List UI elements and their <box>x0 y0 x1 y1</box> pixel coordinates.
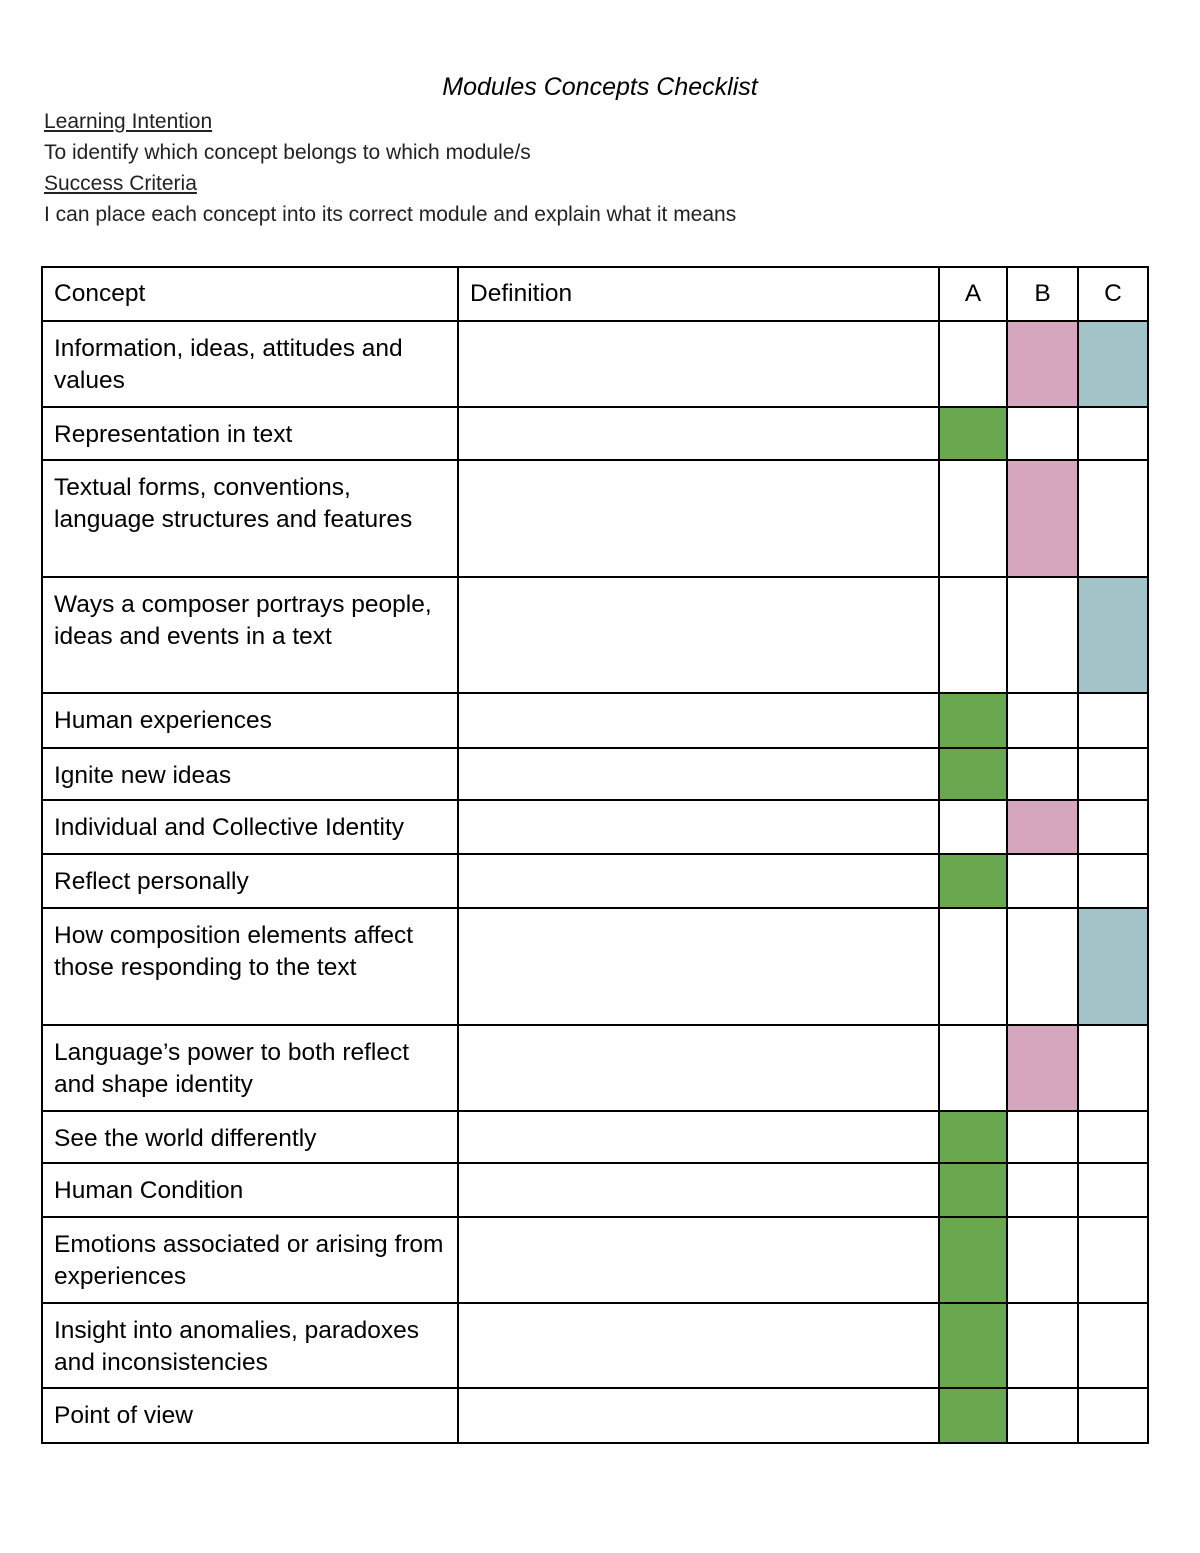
definition-cell[interactable] <box>458 908 939 1025</box>
module-b-cell <box>1007 1303 1078 1388</box>
module-a-cell <box>939 1303 1007 1388</box>
learning-intention-text: To identify which concept belongs to which module/s <box>44 141 531 164</box>
table-header-row <box>42 267 1148 321</box>
module-b-cell <box>1007 854 1078 908</box>
concept-cell: How composition elements affect those responding to the text <box>42 908 458 1025</box>
success-criteria-heading: Success Criteria <box>44 172 197 195</box>
definition-cell[interactable] <box>458 321 939 407</box>
concept-cell: Insight into anomalies, paradoxes and inconsistencies <box>42 1303 458 1388</box>
table-row <box>42 1388 1148 1443</box>
module-a-cell <box>939 321 1007 407</box>
module-b-cell <box>1007 407 1078 460</box>
module-a-cell <box>939 1025 1007 1111</box>
definition-cell[interactable] <box>458 1111 939 1163</box>
header-concept: Concept <box>42 267 458 321</box>
module-a-cell <box>939 1163 1007 1217</box>
module-c-cell <box>1078 1111 1148 1163</box>
definition-cell[interactable] <box>458 800 939 854</box>
definition-cell[interactable] <box>458 1025 939 1111</box>
table-row <box>42 908 1148 1025</box>
concept-cell: Emotions associated or arising from experiences <box>42 1217 458 1303</box>
module-b-cell <box>1007 577 1078 693</box>
module-a-cell <box>939 1388 1007 1443</box>
header-definition: Definition <box>458 267 939 321</box>
module-c-cell <box>1078 800 1148 854</box>
definition-cell[interactable] <box>458 748 939 800</box>
concepts-table <box>41 266 1149 1444</box>
definition-cell[interactable] <box>458 693 939 748</box>
definition-cell[interactable] <box>458 854 939 908</box>
module-a-cell <box>939 1217 1007 1303</box>
module-b-cell <box>1007 748 1078 800</box>
module-b-cell <box>1007 1025 1078 1111</box>
module-a-cell <box>939 1111 1007 1163</box>
header-module-c: C <box>1078 267 1148 321</box>
module-b-cell <box>1007 1388 1078 1443</box>
concept-cell: Information, ideas, attitudes and values <box>42 321 458 407</box>
definition-cell[interactable] <box>458 407 939 460</box>
table-row <box>42 1111 1148 1163</box>
module-c-cell <box>1078 460 1148 577</box>
module-b-cell <box>1007 1163 1078 1217</box>
table-row <box>42 800 1148 854</box>
module-c-cell <box>1078 1388 1148 1443</box>
learning-intention-heading: Learning Intention <box>44 110 213 133</box>
table-row <box>42 407 1148 460</box>
header-module-b: B <box>1007 267 1078 321</box>
success-criteria-text: I can place each concept into its correct module and explain what it means <box>44 203 737 226</box>
concept-cell: Human Condition <box>42 1163 458 1217</box>
concept-cell: See the world differently <box>42 1111 458 1163</box>
module-b-cell <box>1007 800 1078 854</box>
table-row <box>42 854 1148 908</box>
module-c-cell <box>1078 693 1148 748</box>
page-title: Modules Concepts Checklist <box>442 73 758 101</box>
module-a-cell <box>939 748 1007 800</box>
definition-cell[interactable] <box>458 577 939 693</box>
module-c-cell <box>1078 748 1148 800</box>
module-a-cell <box>939 908 1007 1025</box>
table-row <box>42 1303 1148 1388</box>
table-row <box>42 748 1148 800</box>
module-b-cell <box>1007 460 1078 577</box>
module-c-cell <box>1078 1025 1148 1111</box>
concept-cell: Point of view <box>42 1388 458 1443</box>
concept-cell: Representation in text <box>42 407 458 460</box>
definition-cell[interactable] <box>458 1388 939 1443</box>
module-c-cell <box>1078 321 1148 407</box>
table-row <box>42 693 1148 748</box>
concept-cell: Individual and Collective Identity <box>42 800 458 854</box>
concept-cell: Ways a composer portrays people, ideas and events in a text <box>42 577 458 693</box>
module-c-cell <box>1078 577 1148 693</box>
module-a-cell <box>939 460 1007 577</box>
module-a-cell <box>939 693 1007 748</box>
module-b-cell <box>1007 1111 1078 1163</box>
module-c-cell <box>1078 1217 1148 1303</box>
module-a-cell <box>939 854 1007 908</box>
module-c-cell <box>1078 908 1148 1025</box>
module-b-cell <box>1007 908 1078 1025</box>
module-c-cell <box>1078 407 1148 460</box>
table-row <box>42 1025 1148 1111</box>
definition-cell[interactable] <box>458 1217 939 1303</box>
table-row <box>42 460 1148 577</box>
concept-cell: Ignite new ideas <box>42 748 458 800</box>
concept-cell: Language’s power to both reflect and shape identity <box>42 1025 458 1111</box>
definition-cell[interactable] <box>458 460 939 577</box>
module-b-cell <box>1007 693 1078 748</box>
table-row <box>42 1163 1148 1217</box>
concept-cell: Human experiences <box>42 693 458 748</box>
intro-section <box>44 106 736 230</box>
module-c-cell <box>1078 854 1148 908</box>
concept-cell: Textual forms, conventions, language structures and features <box>42 460 458 577</box>
definition-cell[interactable] <box>458 1163 939 1217</box>
table-row <box>42 321 1148 407</box>
module-b-cell <box>1007 1217 1078 1303</box>
module-c-cell <box>1078 1303 1148 1388</box>
module-a-cell <box>939 800 1007 854</box>
module-a-cell <box>939 407 1007 460</box>
table-row <box>42 1217 1148 1303</box>
module-a-cell <box>939 577 1007 693</box>
header-module-a: A <box>939 267 1007 321</box>
concept-cell: Reflect personally <box>42 854 458 908</box>
module-b-cell <box>1007 321 1078 407</box>
table-row <box>42 577 1148 693</box>
module-c-cell <box>1078 1163 1148 1217</box>
definition-cell[interactable] <box>458 1303 939 1388</box>
